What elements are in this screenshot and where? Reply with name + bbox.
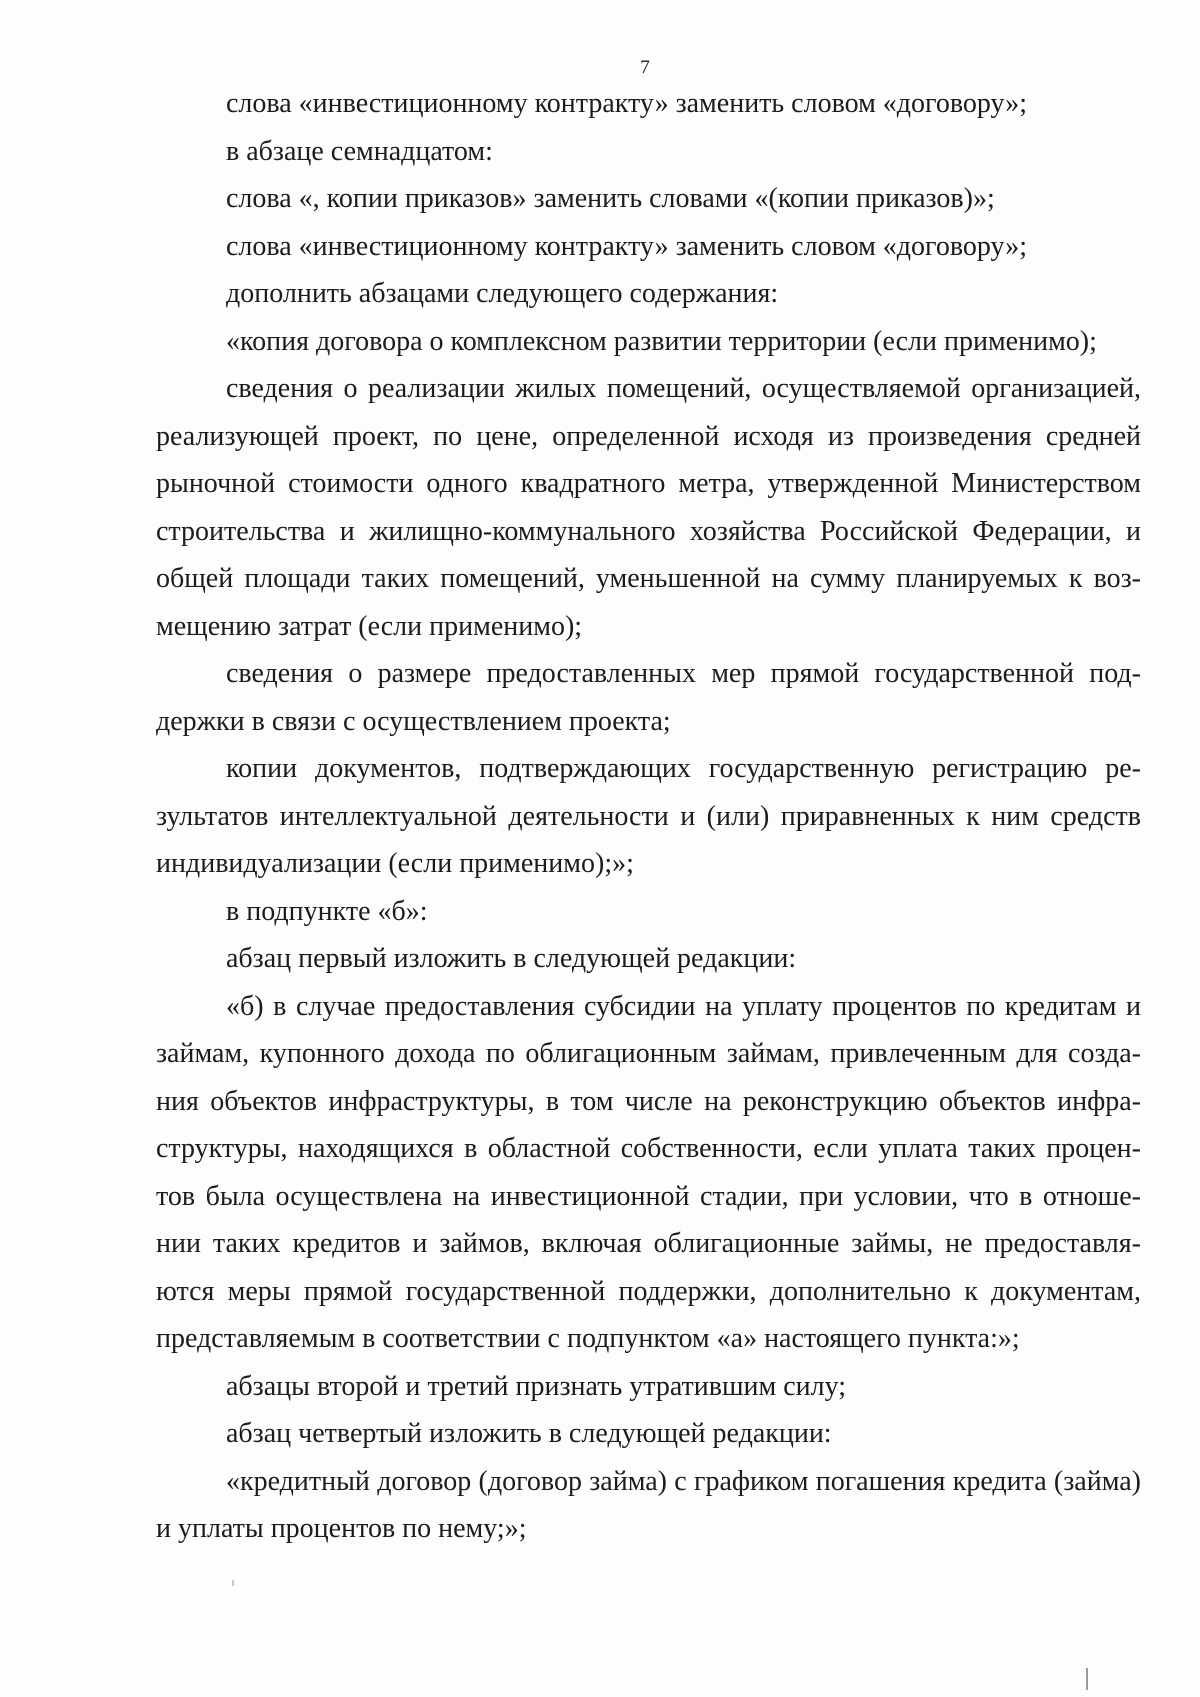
paragraph: в абзаце семнадцатом: xyxy=(226,135,493,167)
scan-artifact xyxy=(232,1580,234,1586)
paragraph: копии документов, подтверждающих государственную регистрацию результатов интеллектуальной деятельности и (или) приравненных к ним средств индивидуализации (если применимо);»; xyxy=(156,753,1141,879)
paragraph: «кредитный договор (договор займа) с графиком погашения кредита (займа) и уплаты процентов по нему;»; xyxy=(156,1465,1141,1544)
paragraph: «копия договора о комплексном развитии территории (если применимо); xyxy=(226,325,1097,357)
paragraph: слова «инвестиционному контракту» заменить словом «договору»; xyxy=(226,230,1027,262)
paragraph: сведения о реализации жилых помещений, осуществляемой организацией, реализующей проект, по цене, определенной исходя из произведения средней рыночной стоимости одного квадратного метра, утвержденной Министерством строительства и жилищно-коммунального хозяйства Российской Федерации, и общей площади таких помещений, уменьшенной на сумму планируемых к возмещению затрат (если применимо); xyxy=(156,373,1141,642)
paragraph: абзац четвертый изложить в следующей редакции: xyxy=(226,1418,832,1449)
scan-artifact xyxy=(1086,1668,1088,1690)
paragraph: сведения о размере предоставленных мер прямой государственной поддержки в связи с осуществлением проекта; xyxy=(156,658,1141,737)
page-number: 7 xyxy=(640,57,650,78)
paragraph: дополнить абзацами следующего содержания: xyxy=(226,278,779,309)
paragraph: «б) в случае предоставления субсидии на уплату процентов по кредитам и займам, купонного дохода по облигационным займам, привлеченным для создания объектов инфраструктуры, в том числе на реконструкцию объектов инфраструктуры, находящихся в областной собственности, если уплата таких процентов была осуществлена на инвестиционной стадии, при условии, что в отношении таких кредитов и займов, включая облигационные займы, не предоставляются меры прямой государственной поддержки, дополнительно к документам, представляемым в соответствии с подпунктом «а» настоящего пункта:»; xyxy=(156,990,1141,1354)
paragraph: слова «, копии приказов» заменить словами «(копии приказов)»; xyxy=(226,183,995,214)
paragraph: абзацы второй и третий признать утратившим силу; xyxy=(226,1370,847,1402)
document-body xyxy=(156,80,1141,1553)
paragraph: абзац первый изложить в следующей редакции: xyxy=(226,943,797,974)
paragraph: слова «инвестиционному контракту» заменить словом «договору»; xyxy=(226,88,1027,119)
paragraph: в подпункте «б»: xyxy=(226,895,428,927)
